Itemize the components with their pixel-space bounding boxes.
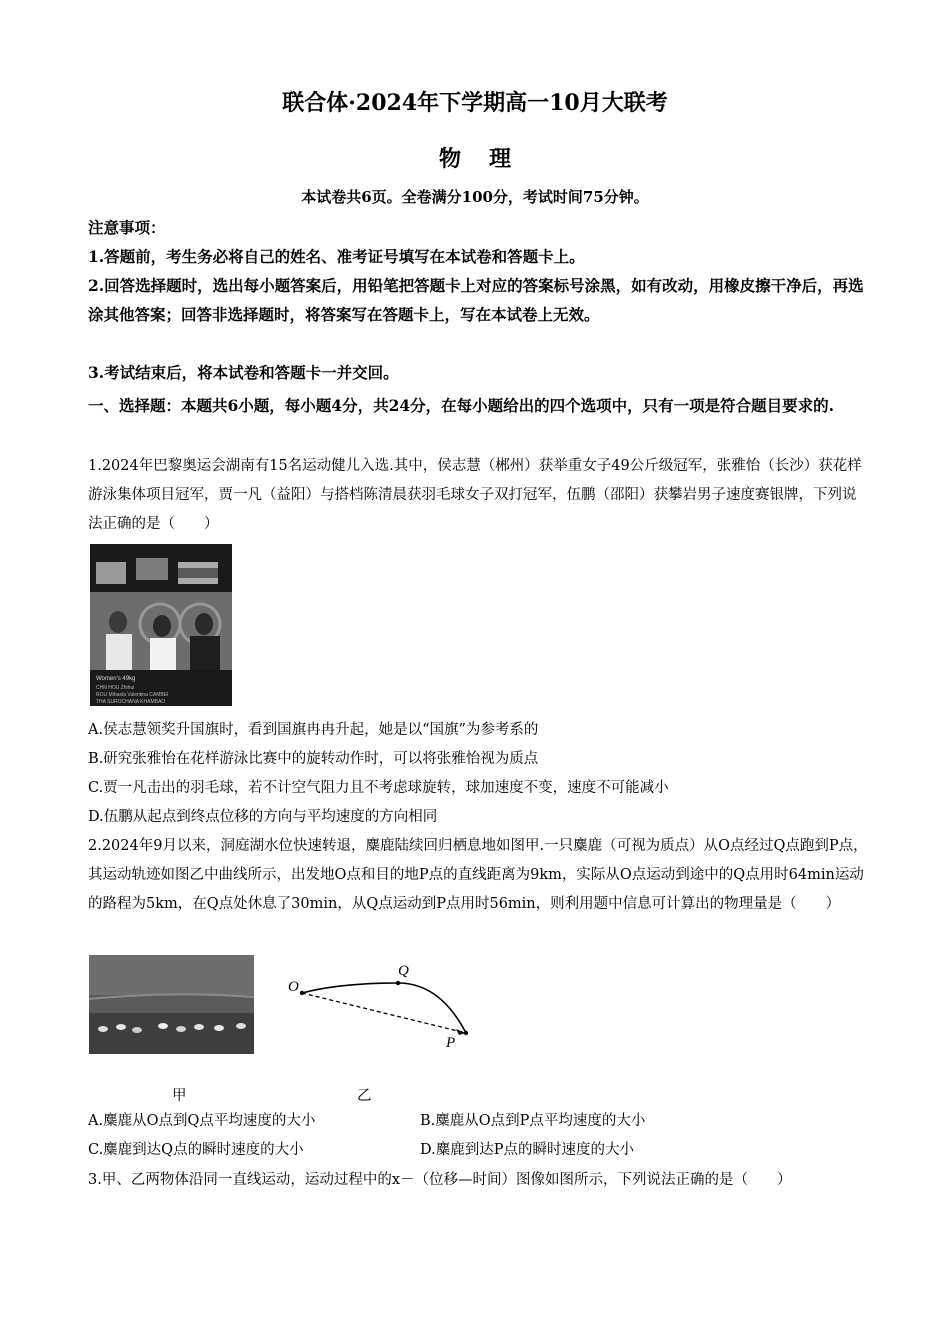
note-item-3: 3.考试结束后，将本试卷和答题卡一并交回。 — [88, 363, 399, 382]
question-2-option-c: C.麋鹿到达Q点的瞬时速度的大小 — [88, 1142, 304, 1158]
photo-result-1: CHN HOU Zhihui — [96, 685, 135, 691]
photo-caption: Women's 49kg — [96, 676, 136, 682]
exam-title: 联合体·2024年下学期高一10月大联考 — [282, 90, 668, 116]
figure-a-label: 甲 — [172, 1088, 187, 1104]
trajectory-diagram — [280, 955, 480, 1055]
note-item-2: 2.回答选择题时，选出每小题答案后，用铅笔把答题卡上对应的答案标号涂黑，如有改动，用橡皮擦干净后，再选涂其他答案；回答非选择题时，将答案写在答题卡上，写在本试卷上无效。 — [88, 276, 864, 324]
exam-info: 本试卷共6页。全卷满分100分，考试时间75分钟。 — [301, 188, 649, 206]
trajectory-svg — [280, 955, 480, 1055]
question-2-option-a: A.麋鹿从O点到Q点平均速度的大小 — [88, 1113, 316, 1129]
question-2-stem: 2.2024年9月以来，洞庭湖水位快速转退，麋鹿陆续回归栖息地如图甲.一只麋鹿（可视为质点）从O点经过Q点跑到P点，其运动轨迹如图乙中曲线所示，出发地O点和目的地P点的直线距离为9km，实际从O点运动到途中的Q点用时64min运动的路程为5km，在Q点处休息了30min，从Q点运动到P点用时56min，则利用题中信息可计算出的物理量是（ ） — [88, 838, 868, 912]
photo-result-3: THA SUROCHANA KHAMBAO — [96, 699, 166, 705]
subject-title: 物理 — [438, 146, 539, 172]
notes-heading: 注意事项： — [88, 218, 166, 237]
question-1-option-c: C.贾一凡击出的羽毛球，若不计空气阻力且不考虑球旋转，球加速度不变，速度不可能减小 — [88, 780, 669, 796]
question-1-option-b: B.研究张雅怡在花样游泳比赛中的旋转动作时，可以将张雅怡视为质点 — [88, 751, 539, 767]
note-item-1: 1.答题前，考生务必将自己的姓名、准考证号填写在本试卷和答题卡上。 — [88, 247, 585, 266]
point-o-label: O — [288, 979, 299, 995]
question-1-option-d: D.伍鹏从起点到终点位移的方向与平均速度的方向相同 — [88, 809, 438, 825]
point-p-label: P — [446, 1035, 456, 1051]
photo-result-2: ROU Mihaela Valentina CAMBEI — [96, 692, 169, 698]
trajectory-curve — [302, 983, 466, 1033]
deer-photo-image — [89, 955, 254, 1054]
question-3-stem: 3.甲、乙两物体沿同一直线运动，运动过程中的x－（位移—时间）图像如图所示，下列说法正确的是（ ） — [88, 1172, 792, 1188]
question-1-stem: 1.2024年巴黎奥运会湖南有15名运动健儿入选.其中，侯志慧（郴州）获举重女子49公斤级冠军，张雅怡（长沙）获花样游泳集体项目冠军，贾一凡（益阳）与搭档陈清晨获羽毛球女子双打冠军，伍鹏（邵阳）获攀岩男子速度赛银牌，下列说法正确的是（ ） — [88, 458, 862, 532]
question-1-photo — [90, 544, 232, 706]
section-heading: 一、选择题：本题共6小题，每小题4分，共24分，在每小题给出的四个选项中，只有一项是符合题目要求的. — [88, 396, 835, 415]
question-1-option-a: A.侯志慧领奖升国旗时，看到国旗冉冉升起，她是以“国旗”为参考系的 — [88, 722, 539, 738]
question-2-option-d: D.麋鹿到达P点的瞬时速度的大小 — [420, 1142, 634, 1158]
deer-photo — [89, 955, 254, 1054]
podium-photo-image — [90, 544, 232, 706]
figure-b-label: 乙 — [357, 1088, 372, 1104]
point-q-label: Q — [398, 963, 409, 979]
question-2-option-b: B.麋鹿从O点到P点平均速度的大小 — [420, 1113, 646, 1129]
